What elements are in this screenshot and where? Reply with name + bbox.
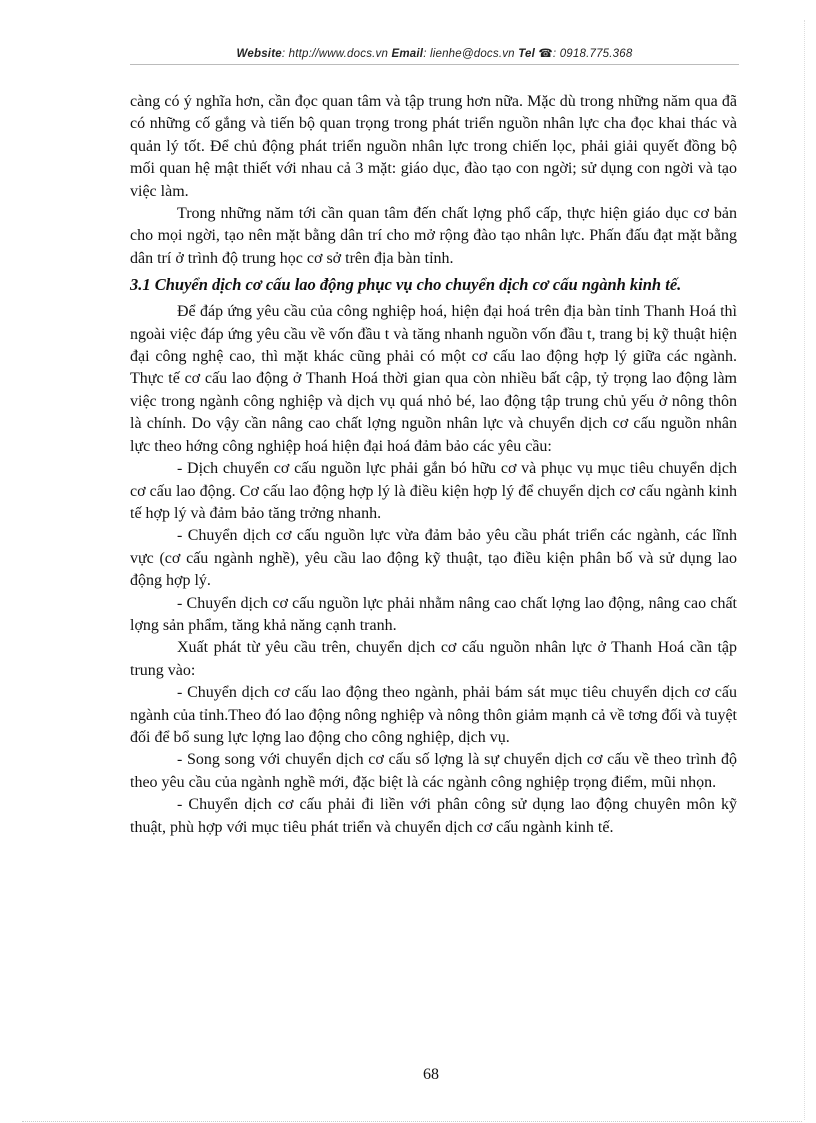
- tel-label: Tel: [518, 48, 535, 60]
- list-item: - Dịch chuyển cơ cấu nguồn lực phải gắn bó hữu cơ và phục vụ mục tiêu chuyển dịch cơ cấu lao động. Cơ cấu lao động hợp lý là điều kiện hợp lý để chuyển dịch cơ cấu ngành kinh tế hợp lý và đảm bảo tăng trởng nhanh.: [130, 460, 737, 522]
- footer-divider: [22, 1121, 802, 1122]
- document-body: [130, 91, 737, 839]
- page-edge-divider: [804, 20, 805, 1120]
- website-label: Website: [236, 48, 282, 60]
- paragraph: Trong những năm tới cần quan tâm đến chất lợng phổ cấp, thực hiện giáo dục cơ bản cho mọi ngời, tạo nên mặt bằng dân trí cho mở rộng đào tạo nhân lực. Phấn đấu đạt mặt bằng dân trí ở trình độ trung học cơ sở trên địa bàn tỉnh.: [130, 205, 737, 267]
- phone-icon: ☎: [538, 48, 553, 60]
- tel-number: : 0918.775.368: [552, 48, 633, 60]
- section-heading: 3.1 Chuyển dịch cơ cấu lao động phục vụ cho chuyển dịch cơ cấu ngành kinh tế.: [130, 275, 682, 295]
- page-number: 68: [423, 1066, 439, 1083]
- paragraph: càng có ý nghĩa hơn, cần đọc quan tâm và tập trung hơn nữa. Mặc dù trong những năm qua đã có những cố gắng và tiến bộ quan trọng trong phát triển nguồn nhân lực cha đọc khai thác và quản lý tốt. Để chủ động phát triển nguồn nhân lực trong chiến lọc, phải giải quyết đồng bộ mối quan hệ mật thiết với nhau cả 3 mặt: giáo dục, đào tạo con ngời; sử dụng con ngời và tạo việc làm.: [130, 93, 737, 200]
- list-item: - Chuyển dịch cơ cấu lao động theo ngành, phải bám sát mục tiêu chuyển dịch cơ cấu ngành của tỉnh.Theo đó lao động nông nghiệp và nông thôn giảm mạnh cả về tơng đối và tuyệt đối để bổ sung lực lợng lao động cho công nghiệp, dịch vụ.: [130, 684, 737, 746]
- email-label: Email: [391, 48, 424, 60]
- list-item: - Chuyển dịch cơ cấu nguồn lực vừa đảm bảo yêu cầu phát triển các ngành, các lĩnh vực (cơ cấu ngành nghề), yêu cầu lao động kỹ thuật, tạo điều kiện phân bố và sử dụng lao động hợp lý.: [130, 527, 737, 590]
- paragraph: Xuất phát từ yêu cầu trên, chuyển dịch cơ cấu nguồn nhân lực ở Thanh Hoá cần tập trung vào:: [130, 639, 737, 679]
- list-item: - Chuyển dịch cơ cấu nguồn lực phải nhằm nâng cao chất lợng lao động, nâng cao chất lợng sản phẩm, tăng khả năng cạnh tranh.: [130, 594, 737, 634]
- header-divider: [130, 64, 739, 65]
- list-item: - Song song với chuyển dịch cơ cấu số lợng là sự chuyển dịch cơ cấu về theo trình độ theo yêu cầu của ngành nghề mới, đặc biệt là các ngành công nghiệp trọng điểm, mũi nhọn.: [130, 751, 737, 791]
- email-address[interactable]: : lienhe@docs.vn: [423, 48, 515, 60]
- page-header: [130, 46, 739, 60]
- list-item: - Chuyển dịch cơ cấu phải đi liền với phân công sử dụng lao động chuyên môn kỹ thuật, phù hợp với mục tiêu phát triển và chuyển dịch cơ cấu ngành kinh tế.: [130, 796, 737, 836]
- website-url[interactable]: : http://www.docs.vn: [281, 48, 389, 60]
- paragraph: Để đáp ứng yêu cầu của công nghiệp hoá, hiện đại hoá trên địa bàn tỉnh Thanh Hoá thì ngoài việc đáp ứng yêu cầu về vốn đầu t và tăng nhanh nguồn vốn đầu t, trang bị kỹ thuật hiện đại công nghệ cao, thì mặt khác cũng phải có một cơ cấu lao động hợp lý giữa các ngành. Thực tế cơ cấu lao động ở Thanh Hoá thời gian qua còn nhiều bất cập, tỷ trọng lao động làm việc trong ngành công nghiệp và dịch vụ quá nhỏ bé, lao động tập trung chủ yếu ở nông thôn là chính. Do vậy cần nâng cao chất lợng nguồn nhân lực và chuyển dịch cơ cấu nguồn nhân lực theo hớng công nghiệp hoá hiện đại hoá đảm bảo các yêu cầu:: [130, 303, 737, 455]
